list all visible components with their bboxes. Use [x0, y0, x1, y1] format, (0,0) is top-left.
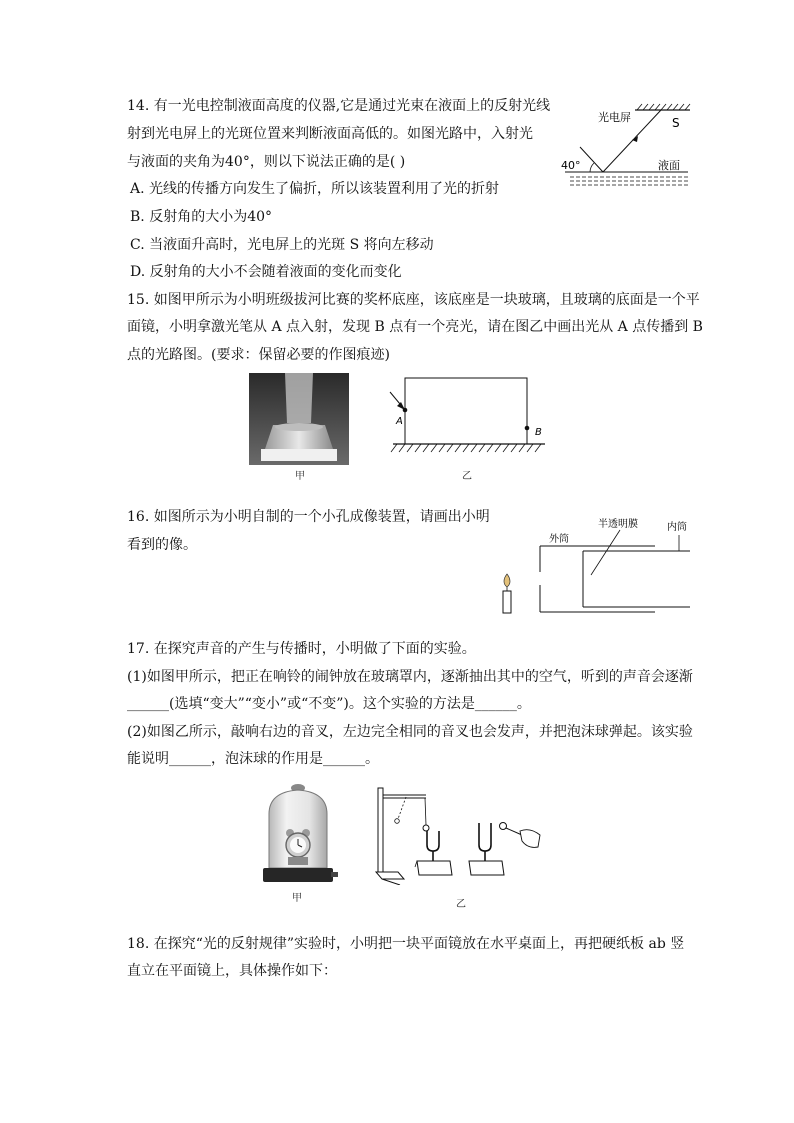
angle-label: 40° — [561, 159, 581, 172]
hand-with-mallet — [500, 823, 541, 848]
q15-stem-line-2: 面镜，小明拿激光笔从 A 点入射，发现 B 点有一个亮光，请在图乙中画出光从 A 点传播到 B — [127, 319, 703, 335]
q14-stem-line-2: 射到光电屏上的光斑位置来判断液面高低的。如图光路中，入射光 — [127, 126, 533, 142]
mirror-hatching — [391, 444, 541, 452]
q18-stem-line-1: 18. 在探究“光的反射规律”实验时，小明把一块平面镜放在水平桌面上，再把硬纸板 ab 竖 — [127, 936, 685, 952]
pendulum-string — [425, 798, 426, 825]
q16-pinhole-camera-diagram — [495, 513, 695, 618]
q17-caption-jia: 甲 — [292, 893, 302, 904]
angle-arc — [590, 163, 594, 172]
point-b-dot — [525, 426, 530, 431]
q17-stem-line-3: ______(选填“变大”“变小”或“不变”)。这个实验的方法是______。 — [127, 696, 531, 712]
q18-stem-line-2: 直立在平面镜上，具体操作如下： — [127, 963, 337, 979]
q17-stem-line-4: (2)如图乙所示，敲响右边的音叉，左边完全相同的音叉也会发声，并把泡沫球弹起。该实验 — [127, 724, 693, 740]
q14-option-b: B. 反射角的大小为40° — [130, 209, 273, 225]
q17-stem-line-2: (1)如图甲所示，把正在响铃的闹钟放在玻璃罩内，逐渐抽出其中的空气，听到的声音会逐渐 — [127, 669, 693, 685]
film-label: 半透明膜 — [598, 519, 638, 530]
ray-arrowhead — [632, 136, 638, 142]
inner-tube-label: 内筒 — [667, 522, 687, 533]
q17-caption-yi: 乙 — [456, 899, 466, 910]
q15-caption-yi: 乙 — [462, 471, 472, 482]
q15-stem-line-1: 15. 如图甲所示为小明班级拔河比赛的奖杯底座，该底座是一块玻璃，且玻璃的底面是一个平 — [127, 292, 700, 308]
q14-option-c: C. 当液面升高时，光电屏上的光斑 S 将向左移动 — [130, 237, 434, 253]
pendulum-dashed-string — [398, 797, 406, 819]
glass-block — [405, 378, 527, 444]
spot-label: S — [672, 116, 680, 130]
incident-ray — [580, 147, 603, 172]
bell-jar-photo — [257, 780, 339, 887]
q16-stem-line-2: 看到的像。 — [127, 537, 197, 553]
point-a-dot — [403, 408, 408, 413]
outer-tube — [540, 546, 655, 612]
screen-label: 光电屏 — [598, 111, 631, 124]
film-pointer-line — [591, 530, 620, 575]
q17-stem-line-5: 能说明______，泡沫球的作用是______。 — [127, 751, 379, 767]
q14-stem-line-3: 与液面的夹角为40°，则以下说法正确的是( ) — [127, 154, 406, 170]
q17-stem-line-1: 17. 在探究声音的产生与传播时，小明做了下面的实验。 — [127, 641, 476, 657]
q16-stem-line-1: 16. 如图所示为小明自制的一个小孔成像装置，请画出小明 — [127, 509, 490, 525]
q15-stem-line-3: 点的光路图。(要求：保留必要的作图痕迹) — [127, 347, 390, 363]
point-a-label: A — [396, 416, 403, 427]
right-tuning-fork — [469, 823, 504, 875]
trophy-base-photo — [249, 373, 349, 465]
candle-icon — [503, 574, 511, 613]
q15-glass-block-diagram — [385, 368, 550, 463]
point-b-label: B — [535, 427, 542, 438]
q14-option-a: A. 光线的传播方向发生了偏折，所以该装置利用了光的折射 — [130, 181, 500, 197]
q15-caption-jia: 甲 — [295, 471, 305, 482]
tuning-fork-diagram — [370, 783, 545, 885]
left-tuning-fork — [415, 831, 452, 875]
liquid-hatching — [570, 177, 688, 185]
q14-option-d: D. 反射角的大小不会随着液面的变化而变化 — [130, 264, 402, 280]
inner-tube — [583, 551, 690, 607]
foam-ball — [423, 825, 429, 831]
q14-light-path-diagram — [560, 100, 695, 192]
q14-stem-line-1: 14. 有一光电控制液面高度的仪器,它是通过光束在液面上的反射光线 — [127, 98, 551, 114]
alarm-clock-icon — [286, 829, 310, 865]
liquid-label: 液面 — [658, 159, 680, 172]
outer-tube-label: 外筒 — [549, 534, 569, 545]
ball-rest-position — [395, 819, 400, 824]
photoelectric-screen — [635, 104, 690, 110]
